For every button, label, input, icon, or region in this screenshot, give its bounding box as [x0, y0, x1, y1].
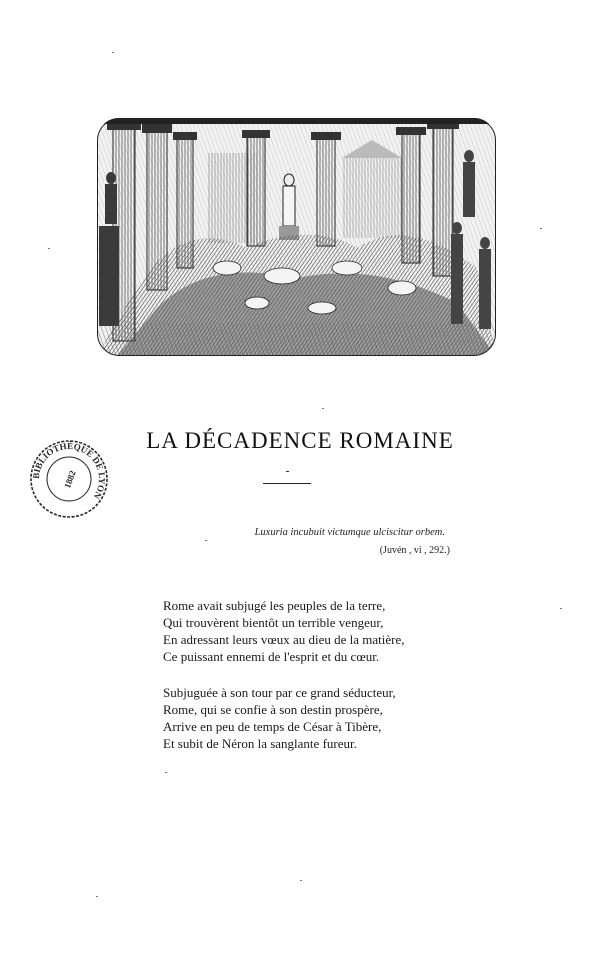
title-rule	[263, 483, 311, 484]
page-title: LA DÉCADENCE ROMAINE	[146, 428, 454, 453]
engraving-illustration	[97, 118, 496, 356]
scan-speck	[112, 52, 114, 53]
verse-line: Qui trouvèrent bientôt un terrible vengeur,	[163, 615, 384, 630]
verse-line: Rome avait subjugé les peuples de la terre,	[163, 598, 386, 613]
scan-speck	[48, 248, 50, 249]
verse-line: Ce puissant ennemi de l'esprit et du cœur.	[163, 649, 380, 664]
scan-speck	[540, 228, 542, 229]
svg-text:1882: 1882	[62, 469, 78, 490]
verse-line: Arrive en peu de temps de César à Tibère,	[163, 719, 382, 734]
scan-speck	[560, 608, 562, 609]
title-dot-ornament	[286, 471, 289, 472]
poem-stanza-2	[163, 684, 463, 752]
banquet-engraving	[97, 118, 496, 356]
epigraph-source: (Juvén , vi , 292.)	[379, 545, 450, 556]
verse-line: Rome, qui se confie à son destin prospère,	[163, 702, 383, 717]
verse-line: Subjuguée à son tour par ce grand séducteur,	[163, 685, 396, 700]
verse-line: En adressant leurs vœux au dieu de la matière,	[163, 632, 405, 647]
svg-text:BIBLIOTHÈQUE DE LYON: BIBLIOTHÈQUE DE LYON	[30, 440, 108, 501]
poem-stanza-1	[163, 597, 463, 665]
scan-speck	[165, 772, 167, 773]
scan-speck	[322, 408, 324, 409]
scan-speck	[96, 896, 98, 897]
scan-speck	[300, 880, 302, 881]
scan-speck	[205, 540, 207, 541]
verse-line: Et subit de Néron la sanglante fureur.	[163, 736, 357, 751]
epigraph-quote: Luxuria incubuit victumque ulciscitur orbem.	[254, 527, 445, 538]
